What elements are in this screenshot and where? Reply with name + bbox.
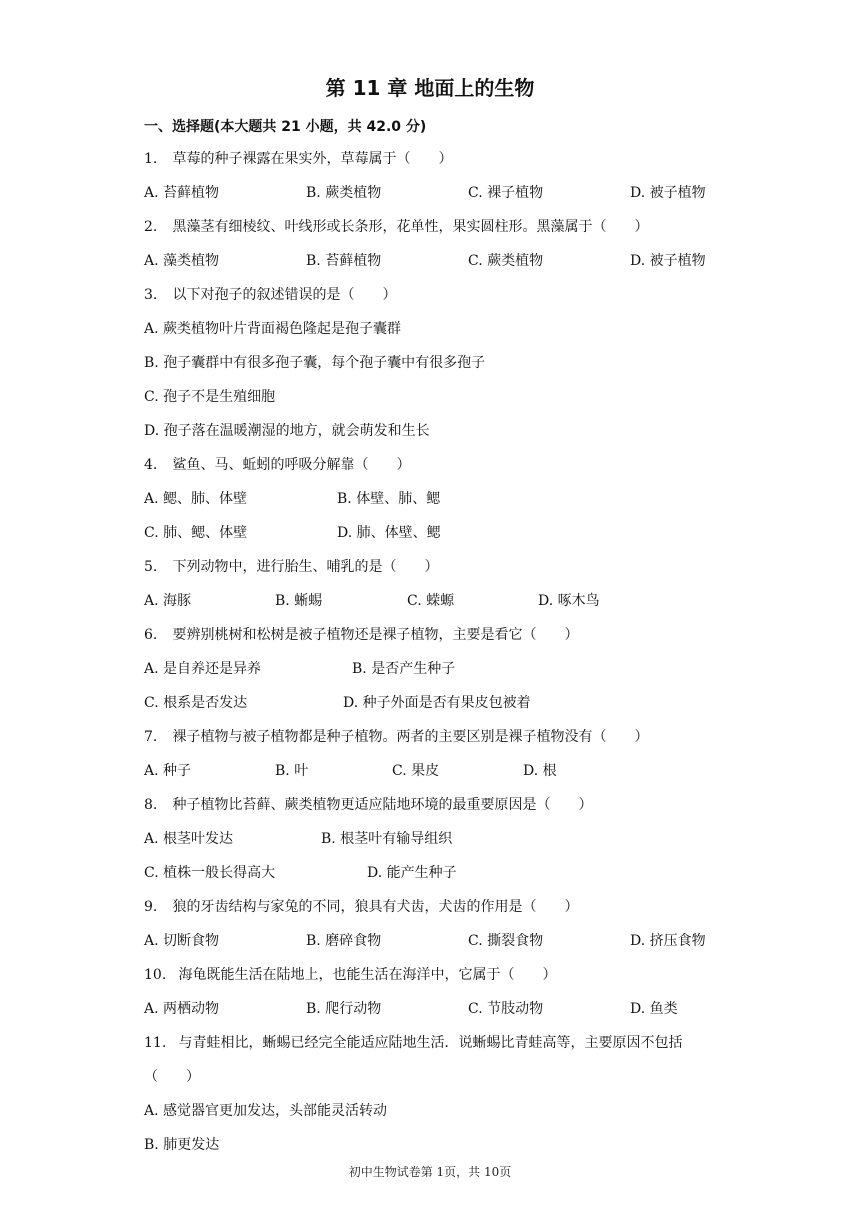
option[interactable]: C. 节肢动物 <box>468 1001 544 1017</box>
option[interactable]: B. 磨碎食物 <box>306 933 382 949</box>
option[interactable]: D. 肺、体壁、鳃 <box>337 525 441 541</box>
option[interactable]: B. 是否产生种子 <box>352 661 456 677</box>
option[interactable]: D. 能产生种子 <box>367 865 457 881</box>
question-stem: 6. 要辨别桃树和松树是被子植物还是裸子植物，主要是看它（ ） <box>144 627 579 643</box>
options-row <box>144 318 724 352</box>
question-stem: 10. 海龟既能生活在陆地上，也能生活在海洋中，它属于（ ） <box>144 967 557 983</box>
options-row <box>144 1100 724 1134</box>
question-stem: 3. 以下对孢子的叙述错误的是（ ） <box>144 287 397 303</box>
question-stem-continued: （ ） <box>144 1069 200 1085</box>
question-stem: 9. 狼的牙齿结构与家兔的不同，狼具有犬齿，犬齿的作用是（ ） <box>144 899 579 915</box>
option[interactable]: A. 两栖动物 <box>144 1001 220 1017</box>
options-row <box>144 760 724 794</box>
section-heading: 一、选择题(本大题共 21 小题，共 42.0 分) <box>144 119 427 135</box>
option[interactable]: B. 肺更发达 <box>144 1137 220 1153</box>
options-row <box>144 182 724 216</box>
options-row <box>144 828 724 862</box>
option[interactable]: B. 孢子囊群中有很多孢子囊，每个孢子囊中有很多孢子 <box>144 355 486 371</box>
option[interactable]: B. 蜥蜴 <box>275 593 323 609</box>
option[interactable]: A. 是自养还是异养 <box>144 661 262 677</box>
question-stem: 5. 下列动物中，进行胎生、哺乳的是（ ） <box>144 559 439 575</box>
option[interactable]: C. 植株一般长得高大 <box>144 865 276 881</box>
option[interactable]: C. 撕裂食物 <box>468 933 544 949</box>
question-stem: 8. 种子植物比苔藓、蕨类植物更适应陆地环境的最重要原因是（ ） <box>144 797 593 813</box>
option[interactable]: C. 肺、鳃、体壁 <box>144 525 248 541</box>
options-row <box>144 250 724 284</box>
option[interactable]: D. 挤压食物 <box>630 933 706 949</box>
option[interactable]: D. 被子植物 <box>630 253 706 269</box>
option[interactable]: A. 根茎叶发达 <box>144 831 234 847</box>
option[interactable]: A. 苔藓植物 <box>144 185 220 201</box>
option[interactable]: A. 藻类植物 <box>144 253 220 269</box>
options-row <box>144 522 724 556</box>
option[interactable]: C. 根系是否发达 <box>144 695 248 711</box>
page-footer: 初中生物试卷第 1页，共 10页 <box>348 1165 512 1179</box>
options-row <box>144 930 724 964</box>
option[interactable]: B. 根茎叶有输导组织 <box>321 831 453 847</box>
options-row <box>144 420 724 454</box>
option[interactable]: A. 鳃、肺、体壁 <box>144 491 248 507</box>
question-list <box>144 148 724 1168</box>
options-row <box>144 590 724 624</box>
option[interactable]: D. 孢子落在温暖潮湿的地方，就会萌发和生长 <box>144 423 430 439</box>
option[interactable]: B. 苔藓植物 <box>306 253 382 269</box>
options-row <box>144 1134 724 1168</box>
option[interactable]: B. 叶 <box>275 763 309 779</box>
question-stem: 11. 与青蛙相比，蜥蜴已经完全能适应陆地生活．说蜥蜴比青蛙高等，主要原因不包括 <box>144 1035 683 1051</box>
question-stem: 2. 黑藻茎有细棱纹、叶线形或长条形，花单性，果实圆柱形。黑藻属于（ ） <box>144 219 649 235</box>
options-row <box>144 692 724 726</box>
options-row <box>144 862 724 896</box>
option[interactable]: A. 蕨类植物叶片背面褐色隆起是孢子囊群 <box>144 321 402 337</box>
option[interactable]: B. 爬行动物 <box>306 1001 382 1017</box>
question-stem: 7. 裸子植物与被子植物都是种子植物。两者的主要区别是裸子植物没有（ ） <box>144 729 649 745</box>
option[interactable]: D. 鱼类 <box>630 1001 678 1017</box>
option[interactable]: D. 啄木鸟 <box>538 593 600 609</box>
option[interactable]: C. 果皮 <box>392 763 440 779</box>
option[interactable]: D. 种子外面是否有果皮包被着 <box>343 695 531 711</box>
question-stem: 4. 鲨鱼、马、蚯蚓的呼吸分解靠（ ） <box>144 457 411 473</box>
options-row <box>144 998 724 1032</box>
option[interactable]: D. 被子植物 <box>630 185 706 201</box>
option[interactable]: B. 蕨类植物 <box>306 185 382 201</box>
options-row <box>144 658 724 692</box>
option[interactable]: C. 蕨类植物 <box>468 253 544 269</box>
question-stem: 1. 草莓的种子裸露在果实外，草莓属于（ ） <box>144 151 453 167</box>
option[interactable]: D. 根 <box>523 763 557 779</box>
options-row <box>144 386 724 420</box>
option[interactable]: A. 海豚 <box>144 593 192 609</box>
option[interactable]: C. 裸子植物 <box>468 185 544 201</box>
page-title: 第 11 章 地面上的生物 <box>325 76 535 100</box>
option[interactable]: B. 体壁、肺、鳃 <box>337 491 441 507</box>
option[interactable]: C. 蝾螈 <box>407 593 455 609</box>
options-row <box>144 352 724 386</box>
options-row <box>144 488 724 522</box>
option[interactable]: A. 感觉器官更加发达，头部能灵活转动 <box>144 1103 388 1119</box>
option[interactable]: C. 孢子不是生殖细胞 <box>144 389 276 405</box>
option[interactable]: A. 切断食物 <box>144 933 220 949</box>
option[interactable]: A. 种子 <box>144 763 192 779</box>
